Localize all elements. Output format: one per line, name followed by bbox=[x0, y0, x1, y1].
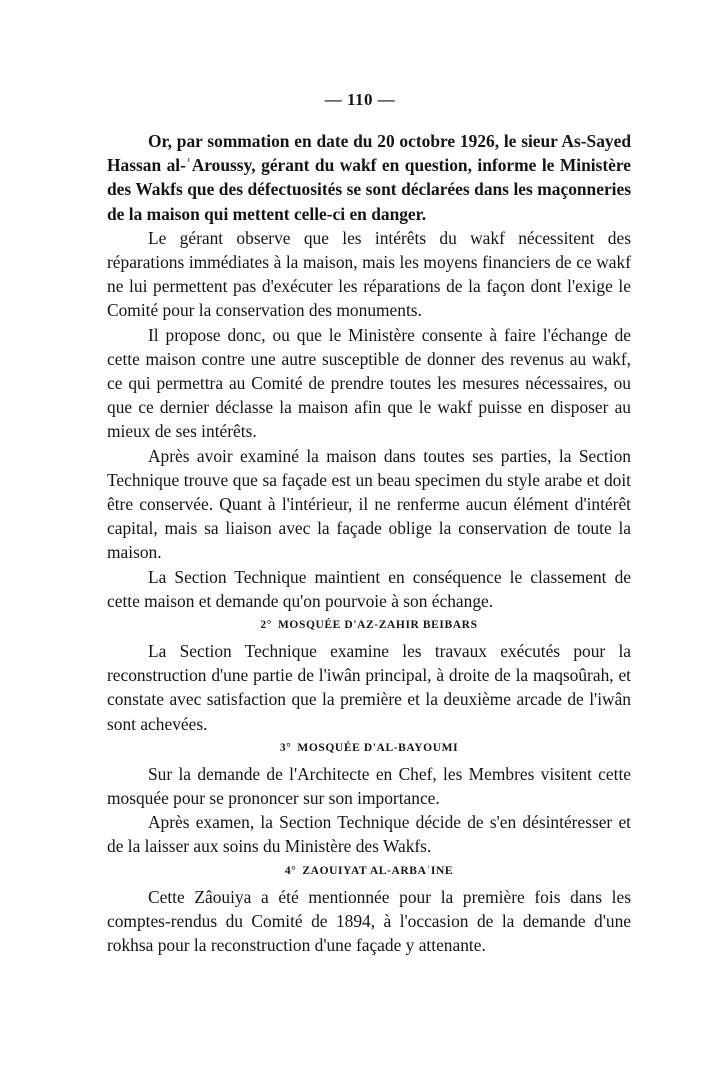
section-title: MOSQUÉE D'AL-BAYOUMI bbox=[297, 741, 459, 754]
paragraph-gerant: Le gérant observe que les intérêts du wakf nécessitent des réparations immédiates à la maison, mais les moyens financiers de ce wakf ne lui permettent pas d'exécuter les réparations de la façon dont l'exige le Comité pour la conservation des monuments. bbox=[107, 227, 631, 321]
section-heading-zaouiyat bbox=[107, 859, 631, 885]
paragraph-sommation: Or, par sommation en date du 20 octobre 1926, le sieur As-Sayed Hassan al-ʿAroussy, gérant du wakf en question, informe le Ministère des Wakfs que des défectuosités se sont déclarées dans les maçonneries de la maison qui mettent celle-ci en danger. bbox=[107, 131, 631, 224]
section-number: 4° bbox=[284, 864, 297, 877]
section-title: ZAOUIYAT AL-ARBAʿINE bbox=[302, 864, 454, 877]
paragraph-al-bayoumi-decision: Après examen, la Section Technique décide de s'en désintéresser et de la laisser aux soins du Ministère des Wakfs. bbox=[107, 812, 631, 857]
body-text bbox=[107, 129, 631, 957]
section-heading-az-zahir bbox=[107, 613, 631, 639]
paragraph-examen-maison: Après avoir examiné la maison dans toutes ses parties, la Section Technique trouve que sa façade est un beau specimen du style arabe et doit être conservée. Quant à l'intérieur, il ne renferme aucun élément d'intérêt capital, mais sa liaison avec la façade oblige la conservation de toute la maison. bbox=[107, 445, 631, 563]
paragraph-al-bayoumi-visite: Sur la demande de l'Architecte en Chef, les Membres visitent cette mosquée pour se prononcer sur son importance. bbox=[107, 763, 631, 809]
paragraph-proposition: Il propose donc, ou que le Ministère consente à faire l'échange de cette maison contre une autre susceptible de donner des revenus au wakf, ce qui permettra au Comité de prendre toutes les mesures nécessaires, ou que ce dernier déclasse la maison afin que le wakf puisse en disposer au mieux de ses intérêts. bbox=[107, 324, 631, 442]
paragraph-zaouiyat: Cette Zâouiya a été mentionnée pour la première fois dans les comptes-rendus du Comité de 1894, à l'occasion de la demande d'une rokhsa pour la reconstruction d'une façade y attenante. bbox=[107, 886, 631, 956]
section-heading-al-bayoumi bbox=[107, 736, 631, 762]
page-number: — 110 — bbox=[324, 90, 396, 109]
section-title: MOSQUÉE D'AZ-ZAHIR BEIBARS bbox=[277, 619, 478, 632]
section-number: 2° bbox=[260, 619, 272, 632]
paragraph-az-zahir: La Section Technique examine les travaux exécutés pour la reconstruction d'une partie de l'iwân principal, à droite de la maqsoûrah, et constate avec satisfaction que la première et la deuxième arcade de l'iwân sont achevées. bbox=[107, 641, 631, 734]
section-number: 3° bbox=[279, 741, 292, 754]
paragraph-classement: La Section Technique maintient en conséquence le classement de cette maison et demande qu'on pourvoie à son échange. bbox=[107, 566, 631, 611]
